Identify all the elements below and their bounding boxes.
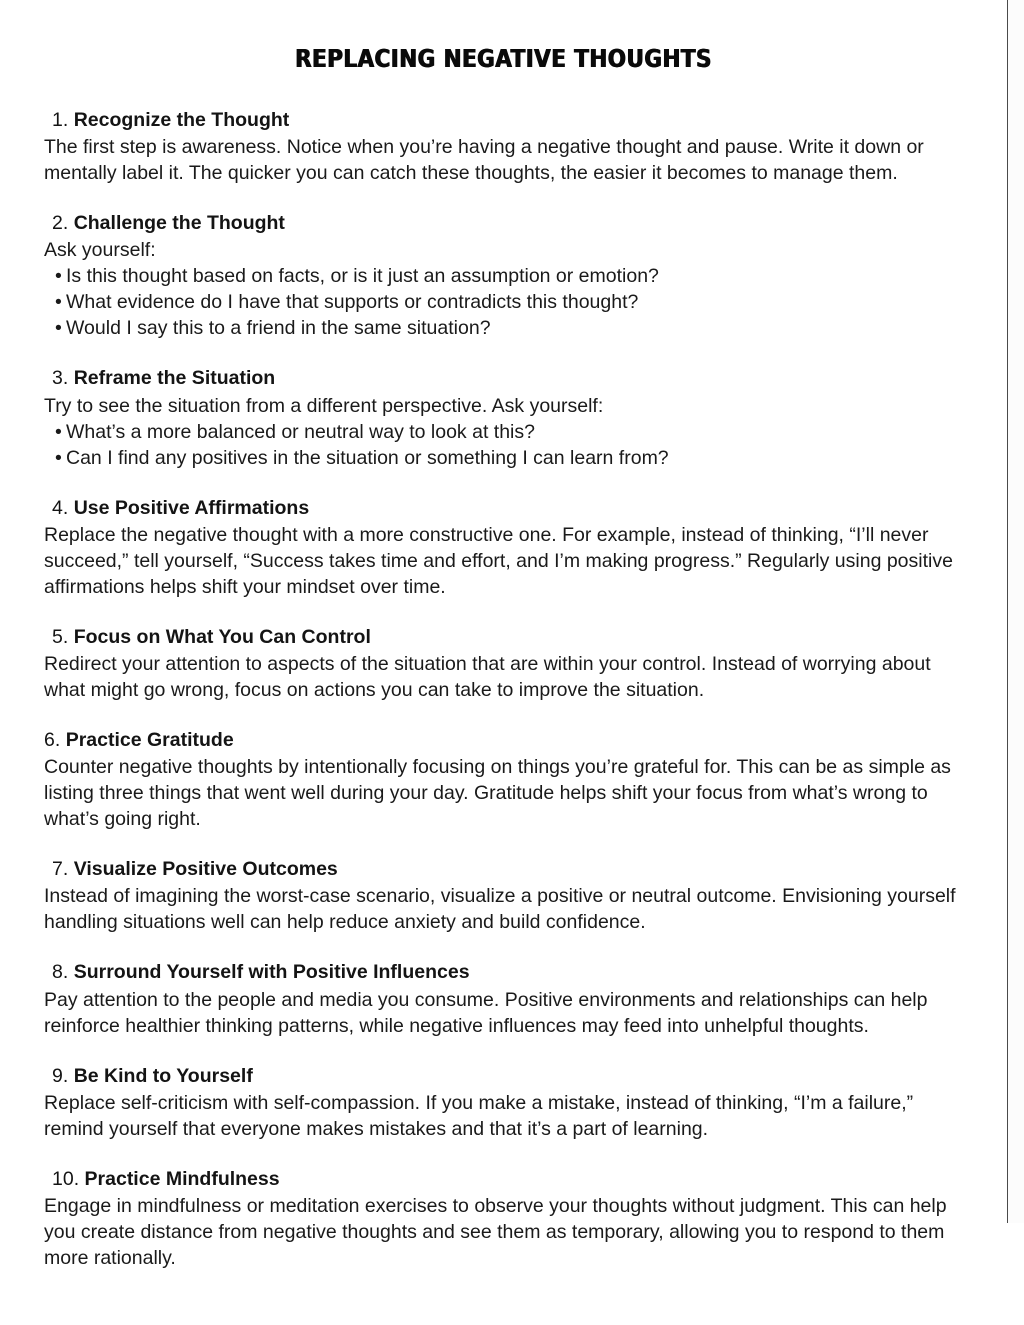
section-number: 10. [52, 1167, 80, 1190]
list-item [44, 419, 963, 445]
section-title: Practice Mindfulness [84, 1167, 280, 1190]
list-item-text: Can I find any positives in the situation or something I can learn from? [66, 446, 669, 469]
list-item-text: What evidence do I have that supports or contradicts this thought? [66, 291, 639, 314]
section-number: 4. [52, 496, 69, 519]
list-item [44, 263, 963, 289]
section-title: Recognize the Thought [73, 109, 290, 131]
section-title: Visualize Positive Outcomes [73, 858, 338, 881]
sections-container [44, 107, 963, 1271]
section-4 [44, 495, 963, 600]
section-10 [44, 1166, 963, 1271]
list-item [44, 445, 963, 471]
section-3 [44, 365, 963, 470]
section-body: Replace self-criticism with self-compassion. If you make a mistake, instead of thinking, “I’m a failure,” remind yourself that everyone makes mistakes and that it’s a part of learning. [44, 1091, 914, 1140]
section-number: 3. [52, 367, 69, 390]
section-number: 6. [44, 729, 61, 752]
section-7 [44, 856, 963, 935]
section-6 [44, 727, 963, 832]
section-title: Focus on What You Can Control [73, 625, 371, 648]
bullet-list [44, 419, 963, 471]
bullet-icon: • [55, 420, 62, 443]
section-title: Use Positive Affirmations [73, 496, 310, 519]
page-title: REPLACING NEGATIVE THOUGHTS [295, 44, 712, 73]
section-heading [44, 959, 963, 985]
section-heading [44, 856, 963, 882]
section-title: Reframe the Situation [73, 367, 276, 390]
list-item-text: Is this thought based on facts, or is it just an assumption or emotion? [66, 265, 659, 288]
section-body: Engage in mindfulness or meditation exercises to observe your thoughts without judgment. This can help you create distance from negative thoughts and see them as temporary, allowing you to respond to them more rationally. [44, 1194, 947, 1270]
section-number: 2. [52, 212, 69, 235]
section-number: 1. [52, 109, 69, 131]
list-item [44, 289, 963, 315]
section-heading [44, 365, 963, 391]
section-body: Redirect your attention to aspects of the situation that are within your control. Instead of worrying about what might go wrong, focus on actions you can take to improve the situation. [44, 653, 931, 702]
section-heading [44, 107, 963, 133]
section-heading [44, 1166, 963, 1192]
section-heading [44, 210, 963, 236]
section-heading [44, 495, 963, 521]
bullet-icon: • [55, 317, 62, 340]
section-body: Counter negative thoughts by intentionally focusing on things you’re grateful for. This can be as simple as listing three things that went well during your day. Gratitude helps shift your focus from what’s wrong to what’s going right. [44, 756, 951, 831]
section-body: Replace the negative thought with a more constructive one. For example, instead of thinking, “I’ll never succeed,” tell yourself, “Success takes time and effort, and I’m making progress.” Regularly using positive affirmations helps shift your mindset over time. [44, 523, 953, 598]
section-1 [44, 107, 963, 186]
section-number: 9. [52, 1064, 69, 1087]
section-body: Try to see the situation from a different perspective. Ask yourself: [44, 394, 604, 417]
section-heading [44, 624, 963, 650]
section-body: Ask yourself: [44, 239, 156, 262]
section-heading [44, 727, 963, 753]
section-body: Instead of imagining the worst-case scenario, visualize a positive or neutral outcome. Envisioning yourself handling situations well can help reduce anxiety and build confidence. [44, 885, 956, 934]
list-item-text: What’s a more balanced or neutral way to look at this? [66, 420, 535, 443]
section-title: Be Kind to Yourself [73, 1064, 253, 1087]
page-outer-margin [1008, 0, 1024, 1223]
section-heading [44, 1063, 963, 1089]
section-number: 7. [52, 858, 69, 881]
bullet-list [44, 263, 963, 341]
section-body: Pay attention to the people and media you consume. Positive environments and relationships can help reinforce healthier thinking patterns, while negative influences may feed into unhelpful thoughts. [44, 988, 928, 1037]
section-number: 5. [52, 625, 69, 648]
section-title: Challenge the Thought [73, 212, 285, 235]
section-9 [44, 1063, 963, 1142]
list-item-text: Would I say this to a friend in the same situation? [66, 317, 491, 340]
section-title: Practice Gratitude [65, 729, 234, 752]
section-5 [44, 624, 963, 703]
section-number: 8. [52, 961, 69, 984]
section-8 [44, 959, 963, 1038]
bullet-icon: • [55, 265, 62, 288]
bullet-icon: • [55, 291, 62, 314]
list-item [44, 315, 963, 341]
section-title: Surround Yourself with Positive Influences [73, 961, 470, 984]
bullet-icon: • [55, 446, 62, 469]
section-body: The first step is awareness. Notice when you’re having a negative thought and pause. Write it down or mentally label it. The quicker you can catch these thoughts, the easier it becomes to manage them. [44, 136, 924, 185]
section-2 [44, 210, 963, 341]
